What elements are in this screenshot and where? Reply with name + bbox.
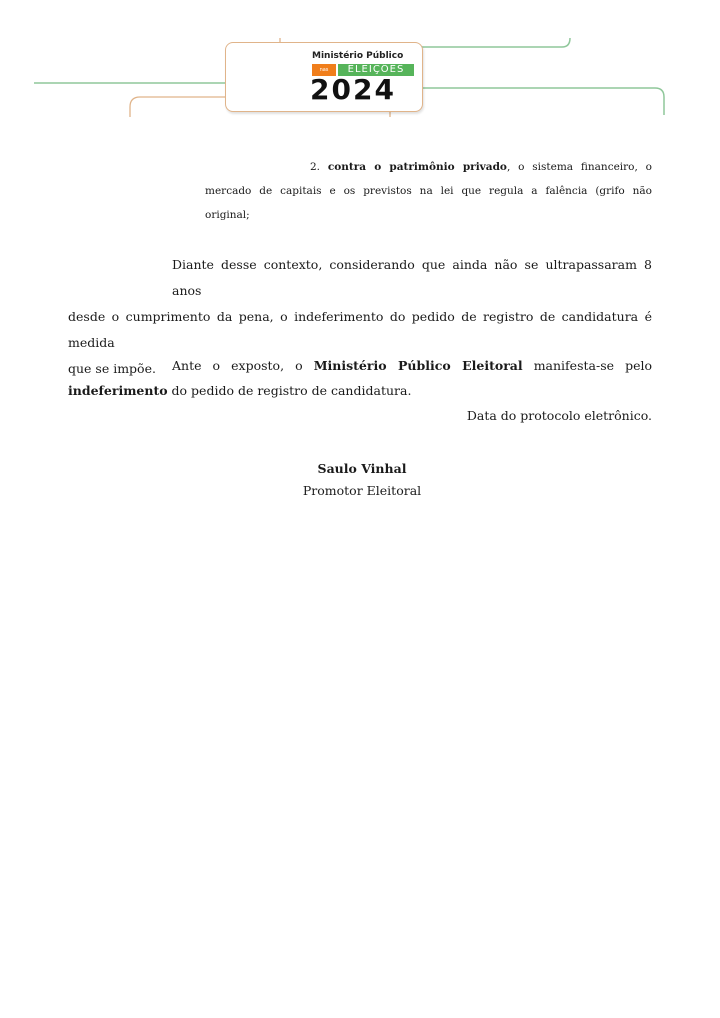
quote-bold: contra o patrimônio privado xyxy=(327,161,507,173)
signature-block xyxy=(0,458,720,502)
quote-number: 2. xyxy=(310,161,321,173)
election-logo xyxy=(225,42,423,112)
paragraph-conclusion xyxy=(68,353,652,403)
signature-title: Promotor Eleitoral xyxy=(302,483,422,498)
para2-end: do pedido de registro de candidatura. xyxy=(167,383,412,398)
para1-line2: desde o cumprimento da pena, o indeferimento do pedido de registro de candidatura é medida xyxy=(68,309,652,350)
para2-bold2: indeferimento xyxy=(68,383,168,398)
logo-year: 2024 xyxy=(310,73,396,106)
para2-bold1: Ministério Público Eleitoral xyxy=(313,358,523,373)
para1-line3: que se impõe. xyxy=(68,361,156,376)
quote-rest-line1: , o sistema financeiro, o xyxy=(506,161,652,173)
logo-eleicoes: ELEIÇÕES xyxy=(338,64,414,76)
quote-line3: original; xyxy=(205,209,250,221)
quote-block xyxy=(205,155,652,227)
signature-name: Saulo Vinhal xyxy=(317,461,407,476)
logo-line1: Ministério Público xyxy=(312,51,404,61)
para2-mid: manifesta-se pelo xyxy=(533,358,652,373)
date-line: Data do protocolo eletrônico. xyxy=(466,408,652,423)
para1-line1: Diante desse contexto, considerando que ainda não se ultrapassaram 8 anos xyxy=(172,257,652,298)
logo-nas: nas xyxy=(312,64,336,76)
para2-start: Ante o exposto, o xyxy=(172,358,303,373)
quote-line2: mercado de capitais e os previstos na lei que regula a falência (grifo não xyxy=(205,185,652,197)
